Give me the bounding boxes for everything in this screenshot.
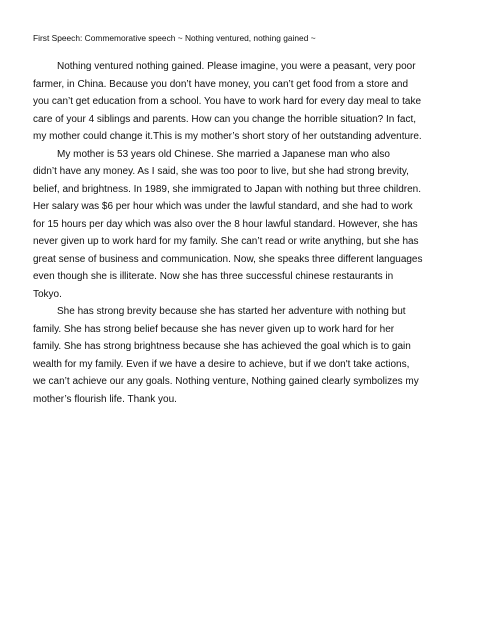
- paragraph-2: [33, 146, 439, 304]
- text-line: Tokyo.: [33, 288, 62, 300]
- text-line: never given up to work hard for my family. She can’t read or write anything, but she has: [33, 236, 419, 247]
- text-line: mother’s flourish life. Thank you.: [33, 393, 177, 405]
- paragraph-3: [33, 303, 439, 408]
- text-line: My mother is 53 years old Chinese. She married a Japanese man who also: [57, 148, 390, 160]
- text-line: care of your 4 siblings and parents. How can you change the horrible situation? In fact,: [33, 113, 417, 125]
- text-line: we can’t achieve our any goals. Nothing venture, Nothing gained clearly symbolizes my: [33, 376, 419, 387]
- text-line: wealth for my family. Even if we have a desire to achieve, but if we don't take actions,: [33, 358, 410, 370]
- text-line: Nothing ventured nothing gained. Please imagine, you were a peasant, very poor: [57, 61, 416, 72]
- text-line: didn’t have any money. As I said, she was too poor to live, but she had strong brevity,: [33, 166, 409, 177]
- text-line: belief, and brightness. In 1989, she immigrated to Japan with nothing but three children.: [33, 183, 422, 195]
- text-line: for 15 hours per day which was also over the 8 hour lawful standard. However, she has: [33, 218, 418, 230]
- text-line: farmer, in China. Because you don’t have money, you can’t get food from a store and: [33, 78, 409, 90]
- text-line: even though she is illiterate. Now she has three successful chinese restaurants in: [33, 271, 394, 282]
- text-line: She has strong brevity because she has started her adventure with nothing but: [57, 306, 406, 317]
- speech-body: [33, 58, 439, 408]
- text-line: great sense of business and communication. Now, she speaks three different languages: [33, 253, 423, 265]
- page-header: First Speech: Commemorative speech ~ Nothing ventured, nothing gained ~: [33, 33, 316, 43]
- text-line: Her salary was $6 per hour which was under the lawful standard, and she had to work: [33, 201, 413, 212]
- paragraph-1: [33, 58, 439, 146]
- text-line: my mother could change it.This is my mother’s short story of her outstanding adventure.: [33, 131, 422, 142]
- text-line: family. She has strong belief because she has never given up to work hard for her: [33, 323, 395, 335]
- text-line: you can’t get education from a school. You have to work hard for every day meal to take: [33, 96, 422, 107]
- text-line: family. She has strong brightness because she has achieved the goal which is to gain: [33, 341, 411, 352]
